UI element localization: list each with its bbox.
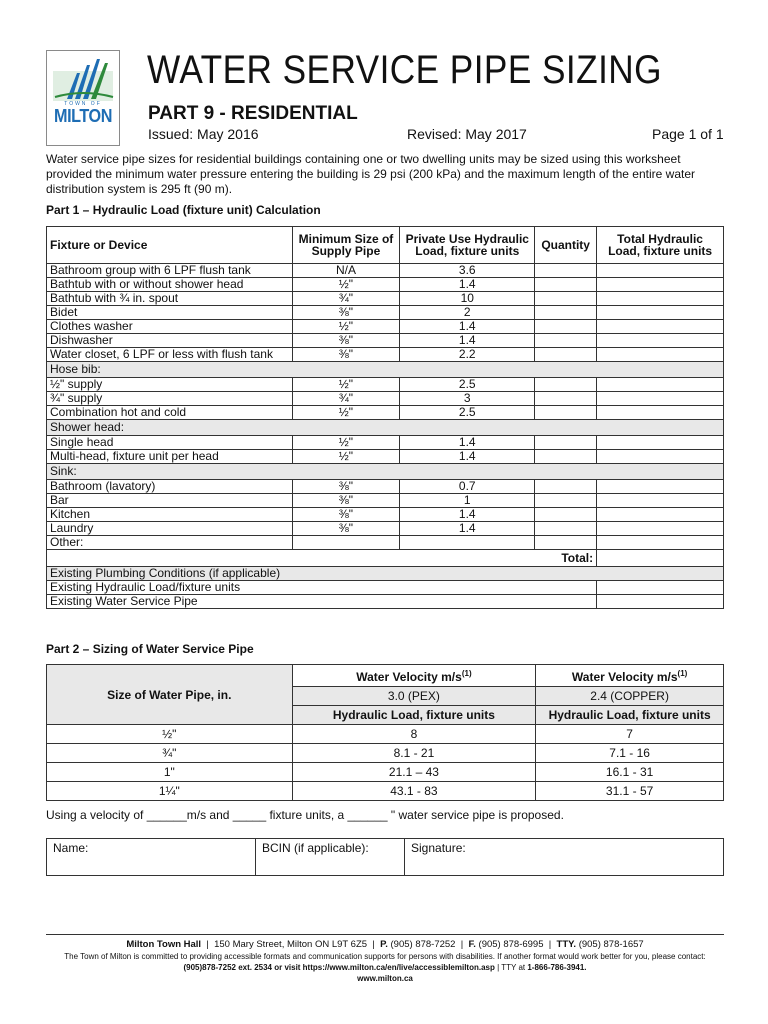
- min-size: ⅜": [292, 494, 400, 508]
- fixture-name: Bathroom (lavatory): [47, 480, 293, 494]
- private-load: 1.4: [400, 320, 535, 334]
- min-size: ½": [292, 278, 400, 292]
- fixture-name: ¾" supply: [47, 392, 293, 406]
- existing-load-label: Existing Hydraulic Load/fixture units: [47, 581, 597, 595]
- min-size: ¾": [292, 392, 400, 406]
- velocity-header-pex: Water Velocity $m/s^{(1)}$: [292, 665, 536, 687]
- total-load-cell[interactable]: [597, 348, 724, 362]
- fixture-name: Dishwasher: [47, 334, 293, 348]
- footer-phone-label: P.: [380, 939, 388, 950]
- footer-tty-number: 1-866-786-3941.: [527, 963, 587, 972]
- min-size: ½": [292, 320, 400, 334]
- quantity-cell[interactable]: [535, 450, 597, 464]
- pex-load: 8: [292, 725, 536, 744]
- quantity-cell[interactable]: [535, 536, 597, 550]
- table-row: [47, 522, 724, 536]
- total-label: Total:: [47, 550, 597, 567]
- footer-tty: (905) 878-1657: [578, 939, 644, 950]
- total-load-cell[interactable]: [597, 334, 724, 348]
- fixture-name: Bathtub with or without shower head: [47, 278, 293, 292]
- velocity-sentence: Using a velocity of ______m/s and _____ fixture units, a ______ " water service pipe is proposed.: [46, 808, 564, 822]
- quantity-cell[interactable]: [535, 306, 597, 320]
- private-load: 1.4: [400, 334, 535, 348]
- pipe-size: ¾": [47, 744, 293, 763]
- table-row: [47, 306, 724, 320]
- existing-conditions-label: Existing Plumbing Conditions (if applicable): [47, 567, 724, 581]
- existing-pipe-label: Existing Water Service Pipe: [47, 595, 597, 609]
- quantity-cell[interactable]: [535, 348, 597, 362]
- min-size: ⅜": [292, 334, 400, 348]
- total-load-cell[interactable]: [597, 264, 724, 278]
- footer-address: 150 Mary Street, Milton ON L9T 6Z5: [214, 939, 368, 950]
- total-load-cell[interactable]: [597, 536, 724, 550]
- pipe-size: 1": [47, 763, 293, 782]
- pex-label: 3.0 (PEX): [292, 687, 536, 706]
- pex-load: 21.1 – 43: [292, 763, 536, 782]
- footer-divider: [46, 934, 724, 935]
- private-load: 2: [400, 306, 535, 320]
- quantity-cell[interactable]: [535, 264, 597, 278]
- table-row: [47, 782, 724, 801]
- table-row: [47, 334, 724, 348]
- fixture-name: Multi-head, fixture unit per head: [47, 450, 293, 464]
- existing-load-cell[interactable]: [597, 581, 724, 595]
- footer-tty-label: TTY.: [556, 939, 577, 950]
- copper-load: 7: [536, 725, 724, 744]
- copper-load: 7.1 - 16: [536, 744, 724, 763]
- quantity-cell[interactable]: [535, 406, 597, 420]
- load-header-pex: Hydraulic Load, fixture units: [292, 706, 536, 725]
- total-load-cell[interactable]: [597, 292, 724, 306]
- category-row: [47, 362, 724, 378]
- footer-contact[interactable]: (905)878-7252 ext. 2534 or visit https://www.milton.ca/en/live/accessiblemilton.asp: [183, 963, 495, 972]
- fixture-name: Single head: [47, 436, 293, 450]
- table-row: [47, 292, 724, 306]
- min-size: ⅜": [292, 522, 400, 536]
- min-size: ½": [292, 378, 400, 392]
- quantity-cell[interactable]: [535, 480, 597, 494]
- table-row: [47, 508, 724, 522]
- total-row: [47, 550, 724, 567]
- category-label: Hose bib:: [47, 362, 724, 378]
- quantity-cell[interactable]: [535, 392, 597, 406]
- signature-field[interactable]: Signature:: [411, 841, 466, 855]
- fixture-name: Kitchen: [47, 508, 293, 522]
- private-load: 1: [400, 494, 535, 508]
- table-row: [47, 278, 724, 292]
- quantity-cell[interactable]: [535, 334, 597, 348]
- pipe-size: 1¼": [47, 782, 293, 801]
- footer: Milton Town Hall | 150 Mary Street, Milton ON L9T 6Z5 | P. (905) 878-7252 | F. (905) 878-6995 | TTY. (905) 878-1657 The Town of Milton is committed to providing accessible formats and communication supports for persons with disabilities. If another format would work better for you, please contact: (905)878-7252 ext. 2534 or visit https://www.milton.ca/en/live/accessiblemilton.asp | TTY at 1-866-786-3941. www.milton.ca: [64, 939, 706, 983]
- private-load: 2.5: [400, 406, 535, 420]
- private-load: 1.4: [400, 450, 535, 464]
- fixture-name: Water closet, 6 LPF or less with flush tank: [47, 348, 293, 362]
- min-size: ¾": [292, 292, 400, 306]
- header-fixture: Fixture or Device: [47, 227, 293, 264]
- table-row: [47, 725, 724, 744]
- min-size: ½": [292, 406, 400, 420]
- table-row: [47, 406, 724, 420]
- category-row: [47, 420, 724, 436]
- total-load-cell[interactable]: [597, 450, 724, 464]
- table-row: [47, 450, 724, 464]
- total-load-cell[interactable]: [597, 406, 724, 420]
- private-load: 3.6: [400, 264, 535, 278]
- min-size: ½": [292, 436, 400, 450]
- fixture-name: Bathroom group with 6 LPF flush tank: [47, 264, 293, 278]
- private-load: 1.4: [400, 278, 535, 292]
- table-row: [47, 436, 724, 450]
- table-row: [47, 494, 724, 508]
- quantity-cell[interactable]: [535, 494, 597, 508]
- header-quantity: Quantity: [535, 227, 597, 264]
- private-load: 0.7: [400, 480, 535, 494]
- total-load-cell[interactable]: [597, 522, 724, 536]
- header-min-size: Minimum Size of Supply Pipe: [292, 227, 400, 264]
- quantity-cell[interactable]: [535, 278, 597, 292]
- hydraulic-load-table: [46, 226, 724, 609]
- copper-load: 31.1 - 57: [536, 782, 724, 801]
- copper-label: 2.4 (COPPER): [536, 687, 724, 706]
- min-size: ⅜": [292, 306, 400, 320]
- name-field[interactable]: Name:: [47, 839, 256, 875]
- copper-load: 16.1 - 31: [536, 763, 724, 782]
- private-load: 1.4: [400, 436, 535, 450]
- logo-town-label: TOWN OF: [64, 101, 102, 107]
- part2-title: Part 2 – Sizing of Water Service Pipe: [46, 642, 254, 656]
- existing-pipe-row: [47, 595, 724, 609]
- footer-hall: Milton Town Hall: [126, 939, 202, 950]
- total-load-cell[interactable]: [597, 378, 724, 392]
- private-load: 2.5: [400, 378, 535, 392]
- min-size: ⅜": [292, 348, 400, 362]
- total-value-cell[interactable]: [597, 550, 724, 567]
- issued-date: Issued: May 2016: [148, 126, 259, 142]
- min-size: ⅜": [292, 480, 400, 494]
- logo-graphic: [47, 53, 119, 103]
- other-label: Other:: [47, 536, 293, 550]
- total-load-cell[interactable]: [597, 480, 724, 494]
- existing-load-row: [47, 581, 724, 595]
- category-label: Shower head:: [47, 420, 724, 436]
- quantity-cell[interactable]: [535, 292, 597, 306]
- total-load-cell[interactable]: [597, 508, 724, 522]
- quantity-cell[interactable]: [535, 378, 597, 392]
- total-load-cell[interactable]: [597, 494, 724, 508]
- fixture-name: ½" supply: [47, 378, 293, 392]
- other-row: [47, 536, 724, 550]
- table-row: [47, 320, 724, 334]
- footer-fax-label: F.: [468, 939, 476, 950]
- quantity-cell[interactable]: [535, 436, 597, 450]
- total-load-cell[interactable]: [597, 278, 724, 292]
- private-load: 10: [400, 292, 535, 306]
- page-number: Page 1 of 1: [652, 126, 724, 142]
- town-logo: [46, 50, 120, 146]
- total-load-cell[interactable]: [597, 320, 724, 334]
- table-row: [47, 264, 724, 278]
- table-row: [47, 392, 724, 406]
- total-load-cell[interactable]: [597, 436, 724, 450]
- table-row: [47, 378, 724, 392]
- fixture-name: Laundry: [47, 522, 293, 536]
- fixture-name: Bidet: [47, 306, 293, 320]
- existing-header-row: [47, 567, 724, 581]
- category-row: [47, 464, 724, 480]
- fixture-name: Combination hot and cold: [47, 406, 293, 420]
- private-load: 1.4: [400, 522, 535, 536]
- quantity-cell[interactable]: [535, 522, 597, 536]
- page-title: WATER SERVICE PIPE SIZING: [147, 48, 662, 92]
- other-size[interactable]: [292, 536, 400, 550]
- private-load: 1.4: [400, 508, 535, 522]
- load-header-copper: Hydraulic Load, fixture units: [536, 706, 724, 725]
- bcin-field[interactable]: BCIN (if applicable):: [256, 839, 405, 875]
- pipe-sizing-table: [46, 664, 724, 801]
- footer-phone: (905) 878-7252: [390, 939, 456, 950]
- table-row: [47, 348, 724, 362]
- private-load: 3: [400, 392, 535, 406]
- min-size: ½": [292, 450, 400, 464]
- fixture-name: Bar: [47, 494, 293, 508]
- signature-box: [46, 838, 724, 876]
- velocity-header-copper: Water Velocity $m/s^{(1)}$: [536, 665, 724, 687]
- total-load-cell[interactable]: [597, 392, 724, 406]
- min-size: ⅜": [292, 508, 400, 522]
- size-header: Size of Water Pipe, in.: [47, 665, 293, 725]
- footer-website[interactable]: www.milton.ca: [357, 974, 413, 983]
- pex-load: 8.1 - 21: [292, 744, 536, 763]
- page-subtitle: PART 9 - RESIDENTIAL: [148, 103, 358, 124]
- fixture-name: Bathtub with ¾ in. spout: [47, 292, 293, 306]
- quantity-cell[interactable]: [535, 320, 597, 334]
- private-load: 2.2: [400, 348, 535, 362]
- pex-load: 43.1 - 83: [292, 782, 536, 801]
- revised-date: Revised: May 2017: [407, 126, 527, 142]
- total-load-cell[interactable]: [597, 306, 724, 320]
- table-row: [47, 480, 724, 494]
- other-load[interactable]: [400, 536, 535, 550]
- fixture-name: Clothes washer: [47, 320, 293, 334]
- min-size: N/A: [292, 264, 400, 278]
- header-total-load: Total Hydraulic Load, fixture units: [597, 227, 724, 264]
- pipe-size: ½": [47, 725, 293, 744]
- table-row: [47, 744, 724, 763]
- footer-fax: (905) 878-6995: [478, 939, 544, 950]
- footer-tty-line: | TTY at: [497, 963, 526, 972]
- header-private-load: Private Use Hydraulic Load, fixture units: [400, 227, 535, 264]
- category-label: Sink:: [47, 464, 724, 480]
- intro-paragraph: Water service pipe sizes for residential buildings containing one or two dwelling units may be sized using this worksheet provided the minimum water pressure entering the building is 29 psi (200 kPa) and the maximum length of the entire water distribution system is 295 ft (90 m).: [46, 152, 696, 196]
- table-row: [47, 763, 724, 782]
- quantity-cell[interactable]: [535, 508, 597, 522]
- logo-wordmark: MILTON: [54, 106, 112, 126]
- part1-title: Part 1 – Hydraulic Load (fixture unit) Calculation: [46, 203, 321, 217]
- footer-accessibility: The Town of Milton is committed to providing accessible formats and communication supports for persons with disabilities. If another format would work better for you, please contact:: [64, 952, 706, 961]
- existing-pipe-cell[interactable]: [597, 595, 724, 609]
